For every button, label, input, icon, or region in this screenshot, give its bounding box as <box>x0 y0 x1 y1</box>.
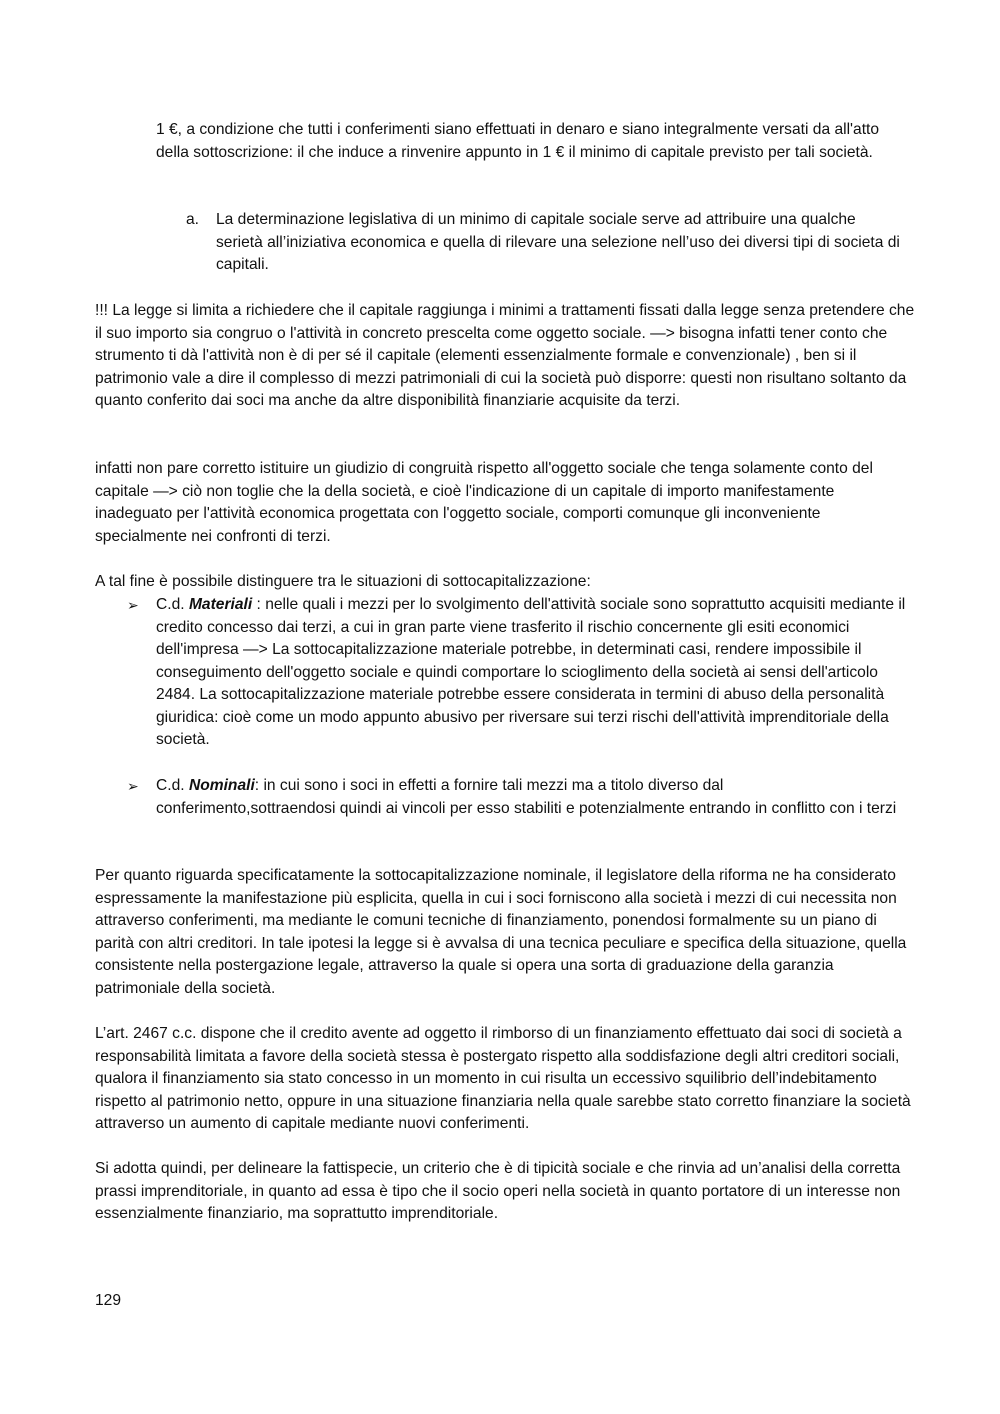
bullet-prefix: C.d. <box>156 777 189 794</box>
bullet-prefix: C.d. <box>156 596 189 613</box>
paragraph-4: Per quanto riguarda specificatamente la sottocapitalizzazione nominale, il legislatore della riforma ne ha considerato espressamente la manifestazione più esplicita, quella in cui i soci forniscono alla società i mezzi di cui necessita non attraverso conferimenti, ma mediante le comuni tecniche di finanziamento, ponendosi formalmente su un piano di parità con altri creditori. In tale ipotesi la legge si è avvalsa di una tecnica peculiare e specifica della situazione, quella consistente nella postergazione legale, attraverso la quale si opera una sorta di graduazione della garanzia patrimoniale della società. <box>95 867 907 997</box>
arrow-bullet-icon: ➢ <box>127 597 139 613</box>
paragraph-5: L’art. 2467 c.c. dispone che il credito avente ad oggetto il rimborso di un finanziamento effettuato dai soci di società a responsabilità limitata a favore della società stessa è postergato rispetto alla soddisfazione degli altri creditori sociali, qualora il finanziamento sia stato concesso in un momento in cui risulta un eccessivo squilibrio dell’indebitamento rispetto al patrimonio netto, oppure in una situazione finanziaria nella quale sarebbe stato corretto finanziare la società attraverso un aumento di capitale mediante nuovi conferimenti. <box>95 1025 911 1132</box>
paragraph-3: A tal fine è possibile distinguere tra le situazioni di sottocapitalizzazione: <box>95 573 591 590</box>
list-marker: a. <box>186 211 200 228</box>
list-item-text: La determinazione legislativa di un minimo di capitale sociale serve ad attribuire una qualche serietà all’iniziativa economica e quella di rilevare una selezione nell’uso dei diversi tipi di societa di capitali. <box>216 211 900 273</box>
bullet-item-nominali <box>127 775 907 820</box>
bullet-text <box>156 594 907 752</box>
bullet-item-materiali <box>127 594 907 752</box>
intro-continuation: 1 €, a condizione che tutti i conferimenti siano effettuati in denaro e siano integralmente versati da all'atto della sottoscrizione: il che induce a rinvenire appunto in 1 € il minimo di capitale previsto per tali società. <box>156 121 880 161</box>
page-number: 129 <box>95 1292 122 1309</box>
bullet-term: Nominali <box>188 777 255 794</box>
bullet-body: : nelle quali i mezzi per lo svolgimento dell'attività sociale sono soprattutto acquisiti mediante il credito concesso dai terzi, a cui in gran parte viene trasferito il rischio concernente gli esiti economici dell'impresa —> La sottocapitalizzazione materiale potrebbe, in determinati casi, rendere impossibile il conseguimento dell'oggetto sociale e quindi comportare lo scioglimento della società ai sensi dell'articolo 2484. La sottocapitalizzazione materiale potrebbe essere considerata in termini di abuso della personalità giuridica: cioè come un modo appunto abusivo per riversare sui terzi rischi dell'attività imprenditoriale della società. <box>156 596 906 748</box>
bullet-body: : in cui sono i soci in effetti a fornire tali mezzi ma a titolo diverso dal conferimento,sottraendosi quindi ai vincoli per esso stabiliti e potenzialmente entrando in conflitto con i terzi <box>156 777 897 817</box>
bullet-text <box>156 775 907 820</box>
paragraph-6: Si adotta quindi, per delineare la fattispecie, un criterio che è di tipicità sociale e che rinvia ad un’analisi della corretta prassi imprenditoriale, in quanto ad essa è tipo che il socio operi nella società in quanto portatore di un interesse non essenzialmente finanziario, ma soprattutto imprenditoriale. <box>95 1160 901 1222</box>
list-item-a <box>186 209 906 277</box>
bullet-term: Materiali <box>188 596 253 613</box>
arrow-bullet-icon: ➢ <box>127 778 139 794</box>
paragraph-2: infatti non pare corretto istituire un giudizio di congruità rispetto all'oggetto sociale che tenga solamente conto del capitale —> ciò non toglie che la della società, e cioè l'indicazione di un capitale di importo manifestamente inadeguato per l'attività economica progettata con l'oggetto sociale, comporti comunque gli inconveniente specialmente nei confronti di terzi. <box>95 460 873 545</box>
paragraph-1: !!! La legge si limita a richiedere che il capitale raggiunga i minimi a trattamenti fissati dalla legge senza pretendere che il suo importo sia congruo o l'attività in concreto prescelta come oggetto sociale. —> bisogna infatti tener conto che strumento ti dà l'attività non è di per sé il capitale (elementi essenzialmente formale e convenzionale) , ben si il patrimonio vale a dire il complesso di mezzi patrimoniali di cui la società può disporre: questi non risultano soltanto da quanto conferito dai soci ma anche da altre disponibilità finanziarie acquisite da terzi. <box>95 302 915 409</box>
